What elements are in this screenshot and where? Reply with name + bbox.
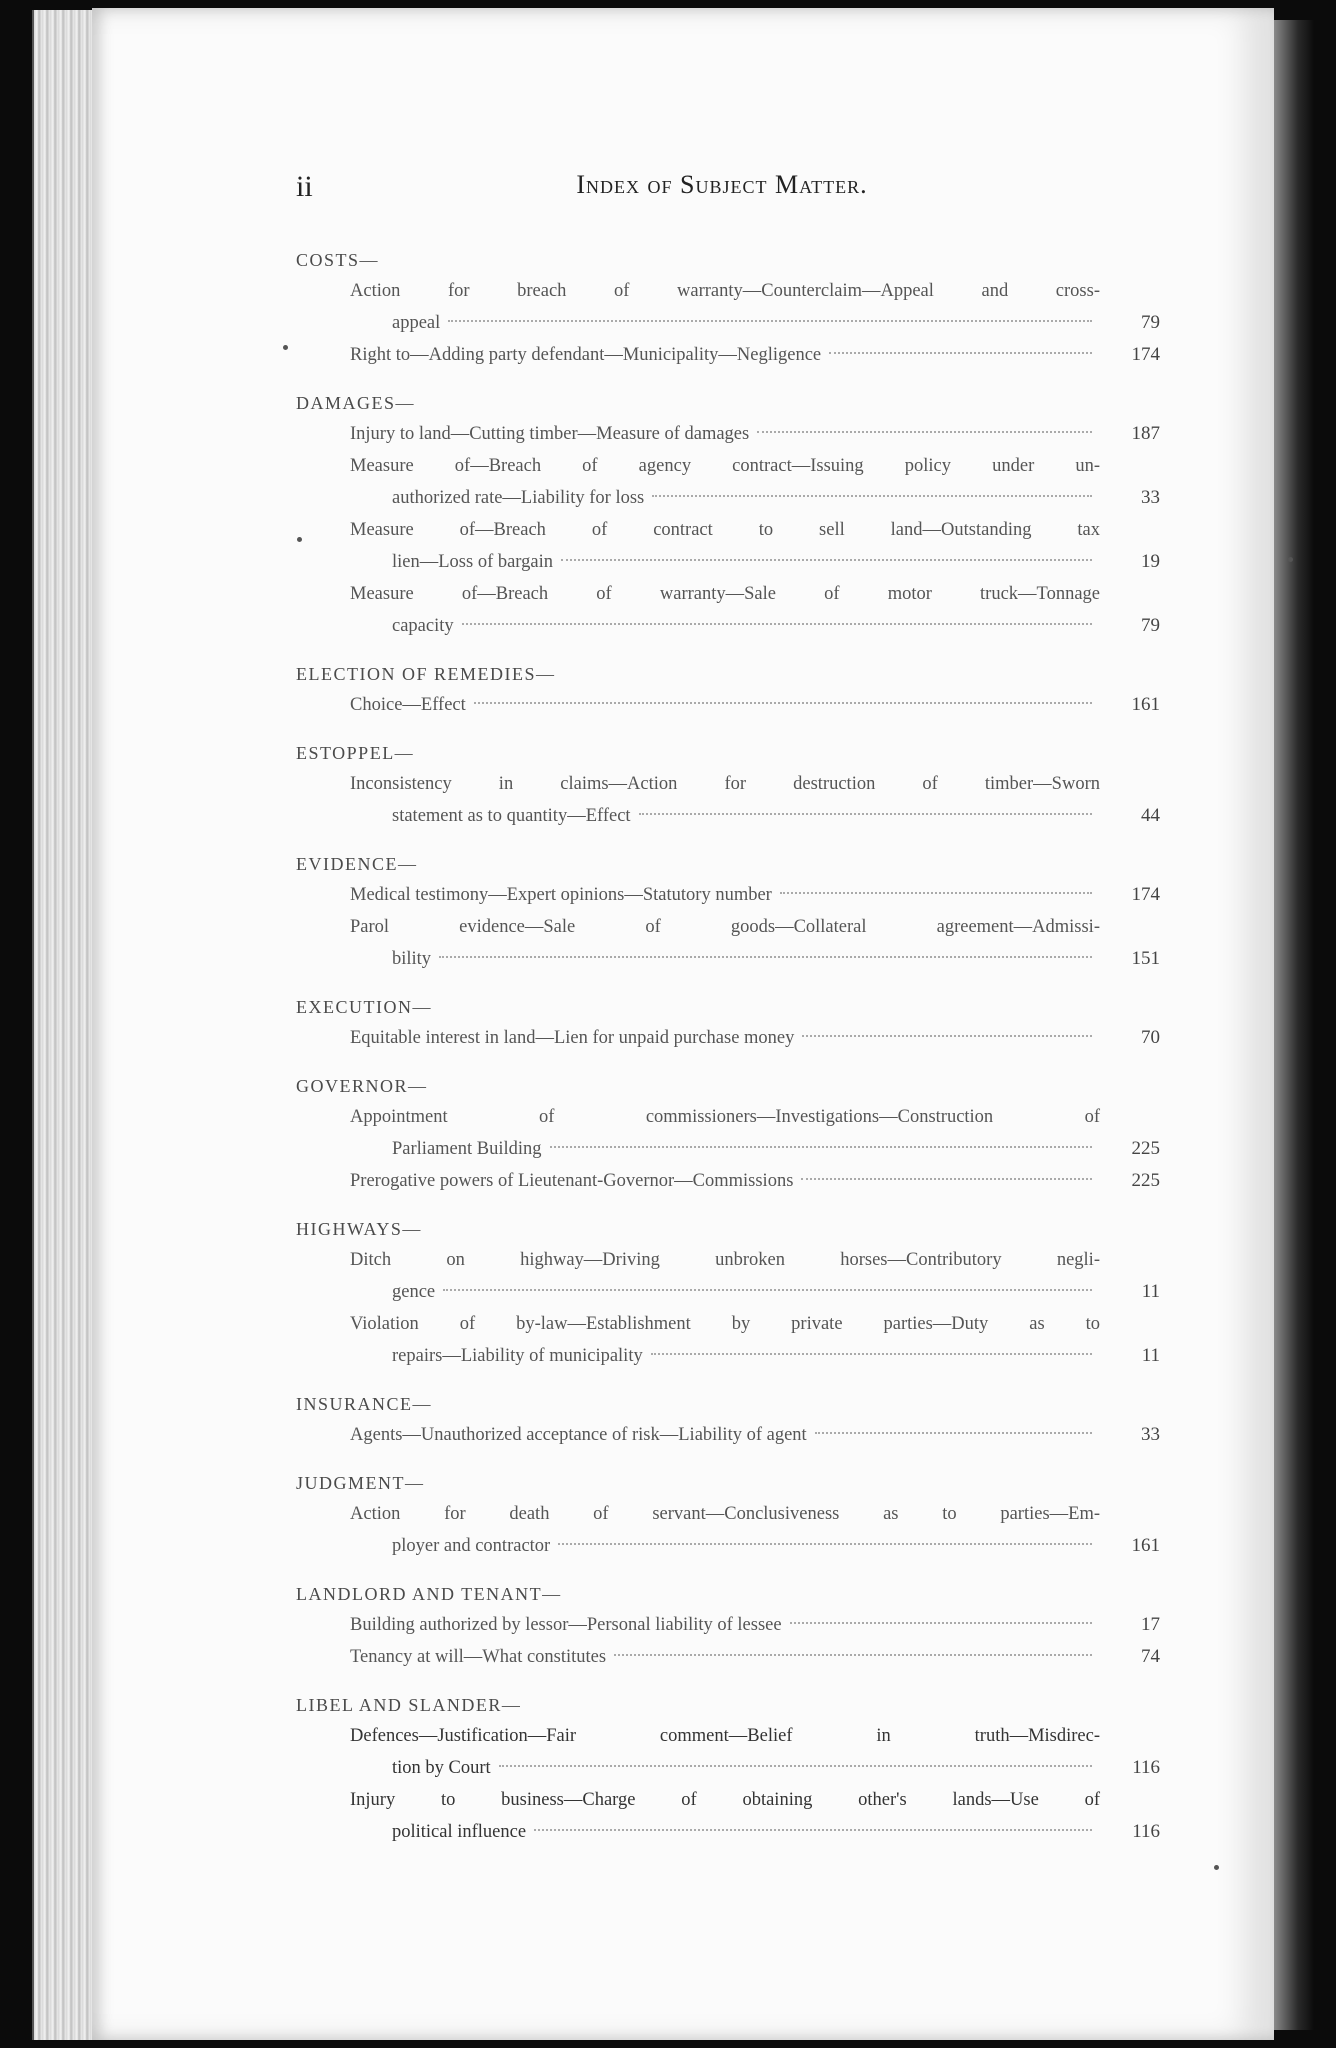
index-section	[296, 1219, 1160, 1372]
page-reference: 17	[1141, 1614, 1160, 1635]
entry-text-tail: statement as to quantity—Effect	[392, 806, 631, 826]
page-reference: 11	[1141, 1345, 1160, 1366]
index-entry	[350, 450, 1160, 514]
section-title: INSURANCE—	[296, 1394, 433, 1414]
page-reference: 79	[1141, 312, 1160, 333]
entry-text: Ditch on highway—Driving unbroken horses—Contributory negli-	[350, 1250, 1100, 1270]
dot-leader	[757, 431, 1092, 433]
entry-text: Injury to business—Charge of obtaining other's lands—Use of	[350, 1790, 1100, 1810]
entry-continuation	[350, 1816, 1100, 1848]
index-section	[296, 250, 1160, 371]
entry-continuation	[350, 546, 1100, 578]
entry-continuation	[350, 1752, 1100, 1784]
entry-text-tail: capacity	[392, 616, 454, 636]
entry-continuation	[350, 1419, 1100, 1451]
page-reference: 79	[1141, 615, 1160, 636]
entry-text-tail: ployer and contractor	[392, 1536, 551, 1556]
entry-continuation	[350, 1276, 1100, 1308]
index-section	[296, 997, 1160, 1054]
page-reference: 151	[1131, 948, 1160, 969]
dot-leader	[439, 956, 1092, 958]
index-entry	[350, 275, 1160, 339]
section-title: LIBEL AND SLANDER—	[296, 1695, 522, 1715]
entry-text-tail: Agents—Unauthorized acceptance of risk—Liability of agent	[350, 1425, 807, 1445]
entry-text: Action for breach of warranty—Counterclaim—Appeal and cross-	[350, 281, 1100, 301]
entry-text-tail: Equitable interest in land—Lien for unpaid purchase money	[350, 1028, 795, 1048]
page-reference: 19	[1141, 551, 1160, 572]
entry-text-tail: Building authorized by lessor—Personal liability of lessee	[350, 1615, 782, 1635]
page-reference: 74	[1141, 1646, 1160, 1667]
entry-continuation	[350, 482, 1100, 514]
page-content	[200, 170, 1160, 1870]
index-section	[296, 1695, 1160, 1848]
page-reference: 225	[1131, 1170, 1160, 1191]
section-title: GOVERNOR—	[296, 1076, 428, 1096]
page-number: ii	[296, 170, 313, 203]
entry-text-tail: appeal	[392, 313, 441, 333]
entry-continuation	[350, 1340, 1100, 1372]
index-section	[296, 664, 1160, 721]
dot-leader	[829, 352, 1092, 354]
entry-continuation	[350, 879, 1100, 911]
index-section	[296, 854, 1160, 975]
entry-text: Violation of by-law—Establishment by private parties—Duty as to	[350, 1314, 1100, 1334]
entry-text: Measure of—Breach of contract to sell land—Outstanding tax	[350, 520, 1100, 540]
entry-continuation	[350, 1530, 1100, 1562]
page-reference: 174	[1131, 344, 1160, 365]
entry-text: Defences—Justification—Fair comment—Belief in truth—Misdirec-	[350, 1726, 1100, 1746]
index-entry	[350, 578, 1160, 642]
entry-text: Measure of—Breach of warranty—Sale of motor truck—Tonnage	[350, 584, 1100, 604]
page-title: Index of Subject Matter.	[576, 170, 868, 199]
dot-leader	[780, 892, 1092, 894]
dot-leader	[550, 1146, 1092, 1148]
page-reference: 70	[1141, 1027, 1160, 1048]
index-entry	[350, 1419, 1160, 1451]
dot-leader	[790, 1622, 1092, 1624]
entry-text-tail: tion by Court	[392, 1758, 491, 1778]
entry-text-tail: repairs—Liability of municipality	[392, 1346, 643, 1366]
dot-leader	[639, 813, 1092, 815]
index-entry	[350, 339, 1160, 371]
dot-leader	[462, 623, 1092, 625]
page-header	[296, 170, 1150, 210]
section-title: HIGHWAYS—	[296, 1219, 422, 1239]
dot-leader	[614, 1654, 1092, 1656]
dot-leader	[474, 702, 1092, 704]
section-title: JUDGMENT—	[296, 1473, 425, 1493]
index-entry	[350, 1720, 1160, 1784]
entry-text-tail: gence	[392, 1282, 436, 1302]
section-title: ELECTION OF REMEDIES—	[296, 664, 556, 684]
page-reference: 11	[1141, 1281, 1160, 1302]
index-entry	[350, 768, 1160, 832]
index-entry	[350, 911, 1160, 975]
page-reference: 33	[1141, 487, 1160, 508]
dot-leader	[815, 1432, 1092, 1434]
page-reference: 116	[1132, 1757, 1160, 1778]
dot-leader	[558, 1543, 1092, 1545]
page-reference: 116	[1132, 1821, 1160, 1842]
entry-continuation	[350, 339, 1100, 371]
dot-leader	[499, 1765, 1092, 1767]
entry-text-tail: Medical testimony—Expert opinions—Statutory number	[350, 885, 772, 905]
entry-text: Action for death of servant—Conclusiveness as to parties—Em-	[350, 1504, 1100, 1524]
dot-leader	[561, 559, 1092, 561]
page-reference: 161	[1131, 694, 1160, 715]
entry-text-tail: Injury to land—Cutting timber—Measure of damages	[350, 424, 750, 444]
page-reference: 187	[1131, 423, 1160, 444]
section-title: EVIDENCE—	[296, 854, 418, 874]
index-section	[296, 1584, 1160, 1673]
page-reference: 44	[1141, 805, 1160, 826]
entry-text-tail: lien—Loss of bargain	[392, 552, 553, 572]
speck	[1288, 557, 1293, 562]
index-entry	[350, 418, 1160, 450]
index-section	[296, 1473, 1160, 1562]
index-entry	[350, 1498, 1160, 1562]
index-entry	[350, 1244, 1160, 1308]
entry-continuation	[350, 800, 1100, 832]
entry-text-tail: Parliament Building	[392, 1139, 542, 1159]
index-entry	[350, 1101, 1160, 1165]
binding-shadow	[1274, 20, 1314, 2030]
entry-text-tail: political influence	[392, 1822, 527, 1842]
index-entry	[350, 1022, 1160, 1054]
entry-continuation	[350, 1165, 1100, 1197]
dot-leader	[534, 1829, 1092, 1831]
entry-text-tail: Right to—Adding party defendant—Municipality—Negligence	[350, 345, 822, 365]
entry-text: Parol evidence—Sale of goods—Collateral agreement—Admissi-	[350, 917, 1100, 937]
section-title: ESTOPPEL—	[296, 743, 415, 763]
entry-text: Measure of—Breach of agency contract—Issuing policy under un-	[350, 456, 1100, 476]
index-section	[296, 743, 1160, 832]
index-entry	[350, 1784, 1160, 1848]
entry-text: Appointment of commissioners—Investigations—Construction of	[350, 1107, 1100, 1127]
entry-text-tail: authorized rate—Liability for loss	[392, 488, 645, 508]
entry-continuation	[350, 1133, 1100, 1165]
entry-continuation	[350, 1609, 1100, 1641]
dot-leader	[443, 1289, 1092, 1291]
page-reference: 33	[1141, 1424, 1160, 1445]
section-title: EXECUTION—	[296, 997, 432, 1017]
page-reference: 174	[1131, 884, 1160, 905]
entry-continuation	[350, 1641, 1100, 1673]
speck	[1214, 1865, 1219, 1870]
entry-text-tail: Prerogative powers of Lieutenant-Governor—Commissions	[350, 1171, 794, 1191]
index-entry	[350, 1609, 1160, 1641]
section-title: DAMAGES—	[296, 393, 416, 413]
entry-continuation	[350, 1022, 1100, 1054]
dot-leader	[448, 320, 1092, 322]
index-entry	[350, 1308, 1160, 1372]
index-section	[296, 1394, 1160, 1451]
index-entry	[350, 879, 1160, 911]
entry-continuation	[350, 943, 1100, 975]
entry-text-tail: bility	[392, 949, 432, 969]
index-sections	[200, 250, 1160, 1848]
entry-text-tail: Choice—Effect	[350, 695, 466, 715]
index-entry	[350, 514, 1160, 578]
entry-text-tail: Tenancy at will—What constitutes	[350, 1647, 607, 1667]
index-entry	[350, 1165, 1160, 1197]
entry-continuation	[350, 610, 1100, 642]
dot-leader	[802, 1035, 1092, 1037]
section-title: LANDLORD AND TENANT—	[296, 1584, 562, 1604]
entry-text: Inconsistency in claims—Action for destruction of timber—Sworn	[350, 774, 1100, 794]
index-section	[296, 393, 1160, 642]
entry-continuation	[350, 307, 1100, 339]
page-reference: 161	[1131, 1535, 1160, 1556]
page-reference: 225	[1131, 1138, 1160, 1159]
index-section	[296, 1076, 1160, 1197]
entry-continuation	[350, 689, 1100, 721]
dot-leader	[651, 1353, 1092, 1355]
dot-leader	[652, 495, 1092, 497]
dot-leader	[801, 1178, 1092, 1180]
index-entry	[350, 1641, 1160, 1673]
section-title: COSTS—	[296, 250, 380, 270]
index-entry	[350, 689, 1160, 721]
entry-continuation	[350, 418, 1100, 450]
